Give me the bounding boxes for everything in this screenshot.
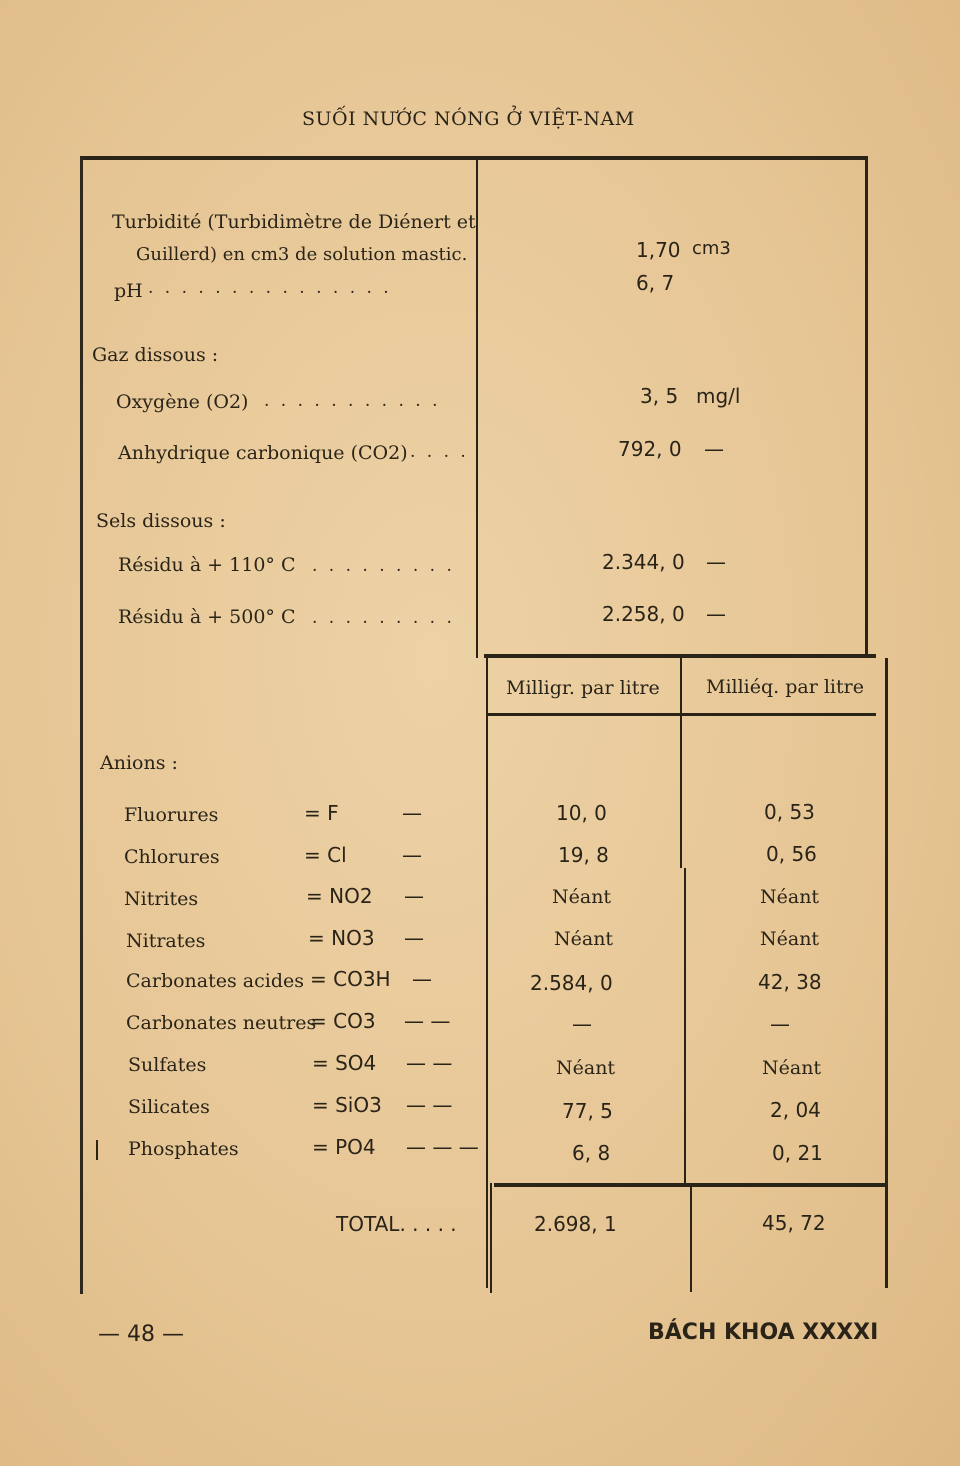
top-rule	[80, 156, 868, 160]
turbidity-label-line2: Guillerd) en cm3 de solution mastic.	[136, 244, 468, 265]
anion-meq-value: 0, 53	[764, 800, 815, 824]
total-meq-value: 45, 72	[762, 1211, 826, 1235]
anion-formula: = CO3	[310, 1009, 376, 1033]
co2-unit: —	[704, 437, 724, 461]
residue-110-unit: —	[706, 550, 726, 574]
anion-bracket	[490, 1183, 492, 1293]
anion-formula: = SiO3	[312, 1093, 382, 1117]
residue-110-label: Résidu à + 110° C	[118, 554, 296, 576]
total-label: TOTAL. . . . .	[336, 1212, 457, 1236]
anion-formula: = CO3H	[310, 967, 391, 991]
page-number: — 48 —	[98, 1322, 184, 1347]
anion-meq-value: Néant	[762, 1057, 822, 1079]
meq-column-header: Milliéq. par litre	[706, 676, 864, 698]
anions-heading: Anions :	[100, 752, 178, 774]
residue-110-leader-dots: . . . . . . . . .	[312, 556, 455, 576]
anion-dash: —	[412, 967, 432, 991]
total-rule	[494, 1183, 886, 1187]
anion-meq-value: 0, 56	[766, 842, 817, 866]
anion-mg-value: 10, 0	[556, 801, 607, 825]
publication-name: BÁCH KHOA XXXXI	[648, 1320, 879, 1345]
anion-mg-value: —	[572, 1012, 592, 1036]
anion-meq-value: 42, 38	[758, 970, 822, 994]
anion-mg-value: 19, 8	[558, 843, 609, 867]
col-divider-mid-lower	[684, 868, 686, 1186]
anion-dash: — — —	[406, 1135, 479, 1159]
anion-meq-value: 2, 04	[770, 1098, 821, 1122]
anion-dash: —	[404, 926, 424, 950]
anion-formula: = NO3	[308, 926, 375, 950]
oxygen-value: 3, 5	[640, 384, 679, 408]
ph-value: 6, 7	[636, 271, 675, 295]
left-border-anion	[96, 1140, 98, 1160]
anion-dash: —	[402, 843, 422, 867]
left-border	[80, 158, 83, 1294]
running-title: SUỐI NƯỚC NÓNG Ở VIỆT-NAM	[302, 108, 635, 130]
anion-formula: = F	[304, 801, 339, 825]
turbidity-value: 1,70	[636, 238, 681, 262]
anion-mg-value: Néant	[554, 928, 614, 950]
anion-name: Nitrites	[124, 888, 199, 910]
residue-500-label: Résidu à + 500° C	[118, 606, 296, 628]
co2-label: Anhydrique carbonique (CO2)	[118, 442, 408, 464]
turbidity-unit: cm3	[692, 238, 731, 259]
anion-dash: —	[402, 801, 422, 825]
anion-name: Sulfates	[128, 1054, 207, 1076]
anion-formula: = NO2	[306, 884, 373, 908]
turbidity-label-line1: Turbidité (Turbidimètre de Diénert et	[112, 211, 476, 233]
anion-meq-value: Néant	[760, 928, 820, 950]
residue-110-value: 2.344, 0	[602, 550, 685, 574]
anion-name: Silicates	[128, 1096, 210, 1118]
anion-dash: — —	[404, 1009, 451, 1033]
anion-meq-value: 0, 21	[772, 1141, 823, 1165]
anion-meq-value: —	[770, 1012, 790, 1036]
anion-dash: —	[404, 884, 424, 908]
salts-heading: Sels dissous :	[96, 510, 226, 532]
anion-meq-value: Néant	[760, 886, 820, 908]
ph-leader-dots: . . . . . . . . . . . . . . .	[148, 278, 392, 298]
anion-name: Fluorures	[124, 804, 219, 826]
right-border-lower	[885, 658, 888, 1288]
co2-leader-dots: . . . .	[410, 442, 469, 462]
anion-formula: = Cl	[304, 843, 347, 867]
col-divider-mid	[680, 658, 682, 868]
anion-mg-value: 77, 5	[562, 1099, 613, 1123]
gas-heading: Gaz dissous :	[92, 344, 219, 366]
right-border	[865, 158, 868, 658]
anion-name: Carbonates acides	[126, 970, 304, 992]
co2-value: 792, 0	[618, 437, 682, 461]
anion-mg-value: Néant	[556, 1057, 616, 1079]
anion-name: Nitrates	[126, 930, 206, 952]
col-divider-left	[486, 658, 488, 1288]
anion-name: Carbonates neutres	[126, 1012, 317, 1034]
residue-500-value: 2.258, 0	[602, 602, 685, 626]
center-divider	[476, 158, 478, 658]
ph-label: pH	[114, 280, 143, 302]
anion-formula: = SO4	[312, 1051, 377, 1075]
anion-formula: = PO4	[312, 1135, 376, 1159]
mg-column-header: Milligr. par litre	[506, 677, 660, 699]
total-mg-value: 2.698, 1	[534, 1212, 617, 1236]
anion-mg-value: Néant	[552, 886, 612, 908]
anion-name: Phosphates	[128, 1138, 239, 1160]
anion-mg-value: 2.584, 0	[530, 971, 613, 995]
anion-dash: — —	[406, 1051, 453, 1075]
oxygen-unit: mg/l	[696, 384, 741, 408]
anion-dash: — —	[406, 1093, 453, 1117]
anion-name: Chlorures	[124, 846, 220, 868]
residue-500-leader-dots: . . . . . . . . .	[312, 608, 455, 628]
anion-mg-value: 6, 8	[572, 1141, 611, 1165]
residue-500-unit: —	[706, 602, 726, 626]
oxygen-leader-dots: . . . . . . . . . . .	[264, 391, 441, 411]
oxygen-label: Oxygène (O2)	[116, 391, 249, 413]
col-divider-mid-total	[690, 1186, 692, 1292]
